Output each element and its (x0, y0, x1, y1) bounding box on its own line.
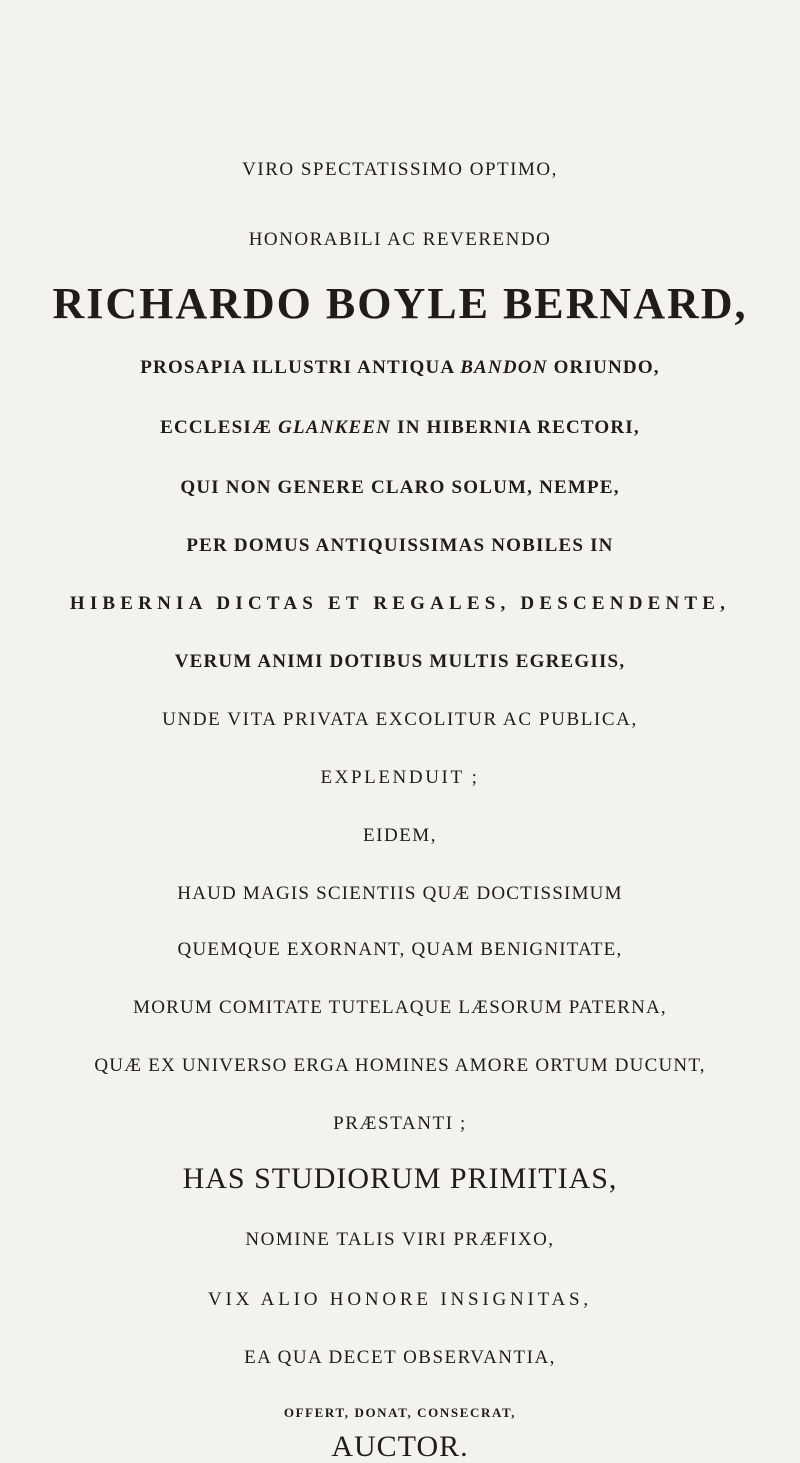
ecclesiae-text-start: ECCLESIÆ (160, 417, 279, 438)
dedication-line-haud: HAUD MAGIS SCIENTIIS QUÆ DOCTISSIMUM (177, 883, 623, 904)
dedication-line-ea: EA QUA DECET OBSERVANTIA, (244, 1347, 556, 1368)
dedication-line-eidem: EIDEM, (363, 825, 437, 846)
dedication-line-has: HAS STUDIORUM PRIMITIAS, (182, 1162, 618, 1195)
dedication-line-explenduit: EXPLENDUIT ; (320, 767, 480, 788)
prosapia-text-end: ORIUNDO, (547, 357, 660, 378)
dedication-line-morum: MORUM COMITATE TUTELAQUE LÆSORUM PATERNA, (133, 997, 667, 1018)
dedication-signature-auctor: AUCTOR. (331, 1430, 469, 1463)
dedication-line-quemque: QUEMQUE EXORNANT, QUAM BENIGNITATE, (177, 939, 623, 960)
dedication-line-verum: VERUM ANIMI DOTIBUS MULTIS EGREGIIS, (174, 651, 626, 672)
dedication-line-ecclesiae (0, 418, 800, 437)
dedication-line-nomine: NOMINE TALIS VIRI PRÆFIXO, (245, 1229, 555, 1250)
dedication-line-viro: VIRO SPECTATISSIMO OPTIMO, (242, 159, 558, 180)
dedication-line-per: PER DOMUS ANTIQUISSIMAS NOBILES IN (186, 535, 614, 556)
place-bandon: BANDON (460, 357, 548, 378)
dedication-line-praestanti: PRÆSTANTI ; (333, 1113, 467, 1134)
dedication-line-qui: QUI NON GENERE CLARO SOLUM, NEMPE, (180, 477, 620, 498)
dedication-line-hibernia: HIBERNIA DICTAS ET REGALES, DESCENDENTE, (69, 593, 731, 614)
dedication-line-vix: VIX ALIO HONORE INSIGNITAS, (208, 1289, 592, 1310)
dedication-line-prosapia (0, 358, 800, 377)
prosapia-text-start: PROSAPIA ILLUSTRI ANTIQUA (140, 357, 461, 378)
dedication-line-offert: OFFERT, DONAT, CONSECRAT, (283, 1405, 517, 1420)
dedicatee-name: RICHARDO BOYLE BERNARD, (52, 279, 748, 328)
ecclesiae-text-end: IN HIBERNIA RECTORI, (391, 417, 640, 438)
dedication-line-honorabili: HONORABILI AC REVERENDO (248, 229, 552, 250)
place-glankeen: GLANKEEN (278, 417, 392, 438)
dedication-line-unde: UNDE VITA PRIVATA EXCOLITUR AC PUBLICA, (162, 709, 638, 730)
dedication-line-quae: QUÆ EX UNIVERSO ERGA HOMINES AMORE ORTUM DUCUNT, (94, 1055, 706, 1076)
